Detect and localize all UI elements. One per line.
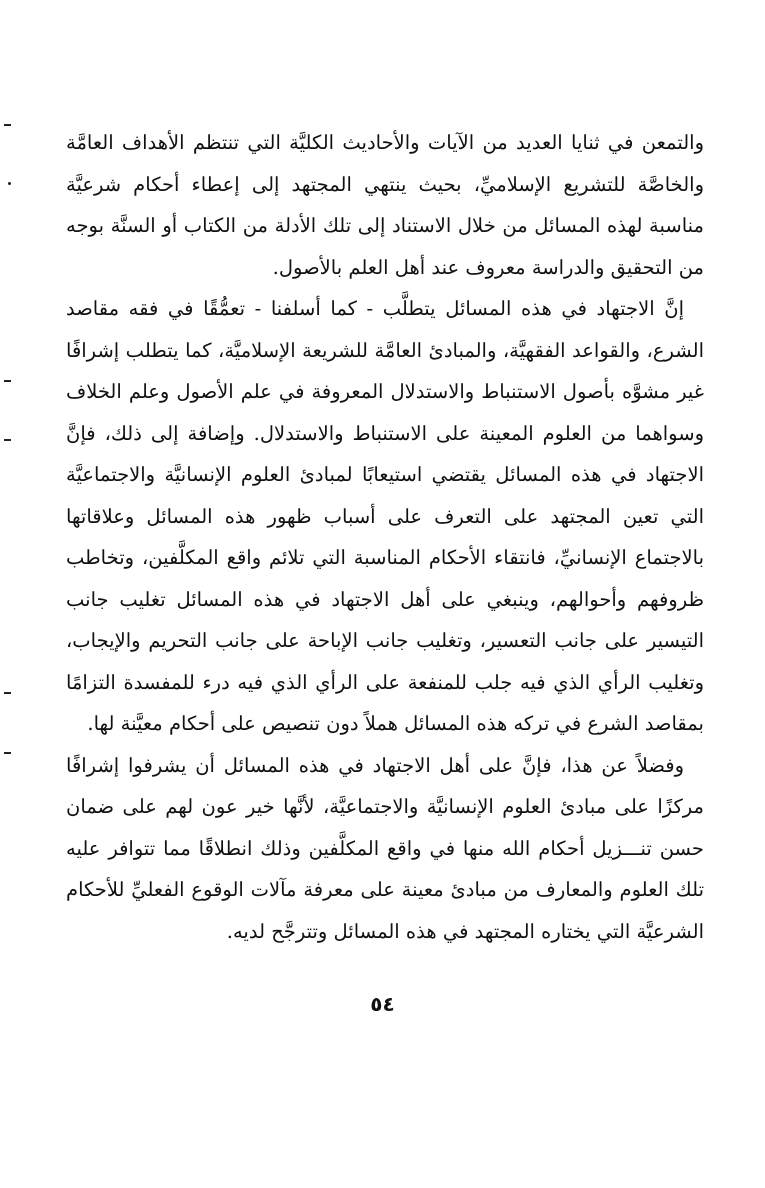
margin-mark <box>4 380 11 382</box>
body-text <box>66 122 704 952</box>
page-number: ٥٤ <box>370 992 395 1016</box>
margin-mark <box>4 124 11 126</box>
margin-mark <box>4 752 11 754</box>
margin-mark <box>8 182 11 185</box>
paragraph: إنَّ الاجتهاد في هذه المسائل يتطلَّب - كما أسلفنا - تعمُّقًا في فقه مقاصد الشرع، والقواعد الفقهيَّة، والمبادئ العامَّة للشريعة الإسلاميَّة، كما يتطلب إشرافًا غير مشوَّه بأصول الاستنباط والاستدلال المعروفة في علم الأصول وعلم الخلاف وسواهما من العلوم المعينة على الاستنباط والاستدلال. وإضافة إلى ذلك، فإنَّ الاجتهاد في هذه المسائل يقتضي استيعابًا لمبادئ العلوم الإنسانيَّة والاجتماعيَّة التي تعين المجتهد على التعرف على أسباب ظهور هذه المسائل وعلاقاتها بالاجتماع الإنسانيِّ، فانتقاء الأحكام المناسبة التي تلائم واقع المكلَّفين، وتخاطب ظروفهم وأحوالهم، وينبغي على أهل الاجتهاد في هذه المسائل تغليب جانب التيسير على جانب التعسير، وتغليب جانب الإباحة على جانب التحريم والإيجاب، وتغليب الرأي الذي فيه جلب للمنفعة على الرأي الذي فيه درء للمفسدة التزامًا بمقاصد الشرع في تركه هذه المسائل هملاً دون تنصيص على أحكام معيَّنة لها. <box>66 297 704 735</box>
paragraph: والتمعن في ثنايا العديد من الآيات والأحاديث الكليَّة التي تنتظم الأهداف العامَّة والخاصَّة للتشريع الإسلاميِّ، بحيث ينتهي المجتهد إلى إعطاء أحكام شرعيَّة مناسبة لهذه المسائل من خلال الاستناد إلى تلك الأدلة من الكتاب أو السنَّة بوجه من التحقيق والدراسة معروف عند أهل العلم بالأصول. <box>66 131 704 279</box>
paragraph: وفضلاً عن هذا، فإنَّ على أهل الاجتهاد في هذه المسائل أن يشرفوا إشرافًا مركزًا على مبادئ العلوم الإنسانيَّة والاجتماعيَّة، لأنَّها خير عون لهم على ضمان حسن تنـــزيل أحكام الله منها في واقع المكلَّفين وذلك انطلاقًا مما تتوافر عليه تلك العلوم والمعارف من مبادئ معينة على معرفة مآلات الوقوع الفعليِّ للأحكام الشرعيَّة التي يختاره المجتهد في هذه المسائل وتترجَّح لديه. <box>66 753 704 943</box>
margin-mark <box>4 439 11 441</box>
margin-mark <box>4 692 11 694</box>
